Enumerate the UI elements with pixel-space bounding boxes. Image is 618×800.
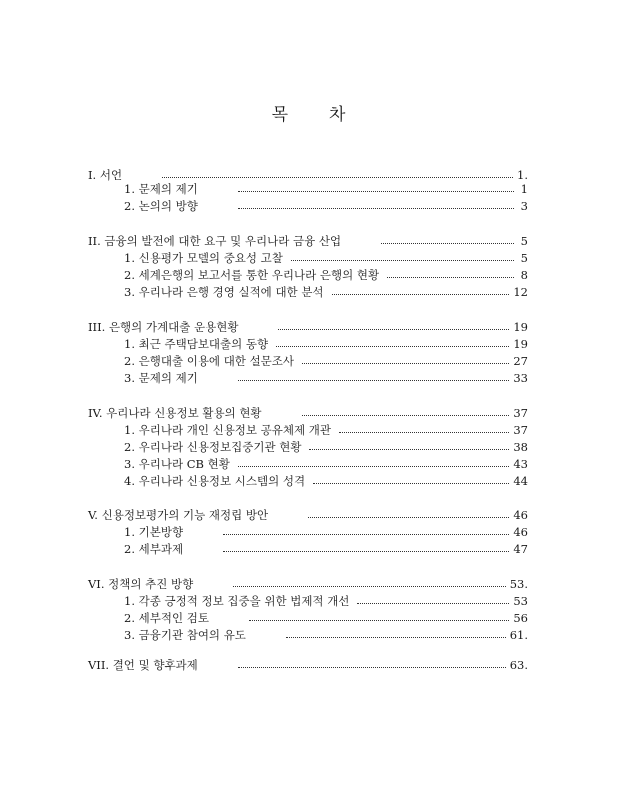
toc-item — [124, 523, 528, 541]
toc-item-text: 1. 기본방향 — [124, 525, 184, 539]
toc-page-number: 8 — [520, 268, 528, 282]
toc-item — [124, 335, 528, 353]
toc-page-number: 5 — [520, 234, 528, 248]
toc-heading-text: VI. 정책의 추진 방향 — [88, 577, 194, 591]
toc-page-number: 53 — [513, 594, 528, 608]
toc-heading-text: II. 금융의 발전에 대한 요구 및 우리나라 금융 산업 — [88, 234, 342, 248]
toc-page-number: 5 — [520, 251, 528, 265]
dot-leader — [387, 277, 514, 278]
dot-leader — [278, 329, 509, 330]
toc-page-number: 46 — [513, 508, 528, 522]
dot-leader — [286, 637, 506, 638]
toc-item — [124, 369, 528, 387]
toc-heading — [88, 575, 528, 593]
dot-leader — [238, 466, 510, 467]
toc-item — [124, 283, 528, 301]
toc-item-text: 3. 우리나라 CB 현황 — [124, 457, 230, 471]
toc-page-number: 53. — [509, 577, 528, 591]
toc-item-text: 2. 세부과제 — [124, 542, 184, 556]
toc-item — [124, 472, 528, 490]
dot-leader — [238, 208, 514, 209]
dot-leader — [238, 191, 514, 192]
toc-item-text: 1. 신용평가 모델의 중요성 고찰 — [124, 251, 283, 265]
dot-leader — [223, 551, 509, 552]
toc-item-text: 1. 우리나라 개인 신용정보 공유체제 개관 — [124, 423, 331, 437]
toc-item-text: 1. 문제의 제기 — [124, 182, 198, 196]
toc-page-number: 19 — [513, 337, 528, 351]
dot-leader — [302, 363, 509, 364]
toc-item-text: 3. 문제의 제기 — [124, 371, 198, 385]
toc-item-text: 1. 각종 긍정적 정보 집중을 위한 법제적 개선 — [124, 594, 350, 608]
dot-leader — [162, 177, 513, 178]
toc-heading — [88, 404, 528, 422]
toc-heading — [88, 318, 528, 336]
dot-leader — [308, 517, 509, 518]
dot-leader — [339, 432, 509, 433]
toc-item-text: 2. 우리나라 신용정보집중기관 현황 — [124, 440, 302, 454]
toc-page-number: 1 — [520, 182, 528, 196]
dot-leader — [238, 380, 510, 381]
dot-leader — [238, 667, 506, 668]
dot-leader — [233, 586, 505, 587]
toc-item-text: 1. 최근 주택담보대출의 동향 — [124, 337, 269, 351]
dot-leader — [381, 243, 514, 244]
dot-leader — [223, 534, 509, 535]
toc-heading-text: IV. 우리나라 신용정보 활용의 현황 — [88, 406, 262, 420]
toc-page-number: 38 — [513, 440, 528, 454]
toc-page-number: 46 — [513, 525, 528, 539]
toc-page-number: 43 — [513, 457, 528, 471]
dot-leader — [249, 620, 509, 621]
dot-leader — [302, 415, 510, 416]
title-right: 차 — [329, 105, 347, 125]
toc-item — [124, 592, 528, 610]
toc-heading-text: VII. 결언 및 향후과제 — [88, 658, 198, 672]
dot-leader — [357, 603, 509, 604]
toc-item-text: 3. 우리나라 은행 경영 실적에 대한 분석 — [124, 285, 324, 299]
toc-page-number: 27 — [513, 354, 528, 368]
dot-leader — [313, 483, 509, 484]
toc-heading-text: I. 서언 — [88, 168, 123, 182]
toc-page-number: 33 — [513, 371, 528, 385]
toc-heading — [88, 506, 528, 524]
toc-page-number: 3 — [520, 199, 528, 213]
toc-page-number: 37 — [513, 406, 528, 420]
toc-item-text: 3. 금융기관 참여의 유도 — [124, 628, 246, 642]
toc-item — [124, 438, 528, 456]
toc-item-text: 2. 세계은행의 보고서를 통한 우리나라 은행의 현황 — [124, 268, 380, 282]
toc-item-text: 2. 은행대출 이용에 대한 설문조사 — [124, 354, 295, 368]
toc-item — [124, 180, 528, 198]
toc-page-number: 19 — [513, 320, 528, 334]
toc-heading-text: V. 신용정보평가의 기능 재정립 방안 — [88, 508, 269, 522]
toc-heading-text: III. 은행의 가계대출 운용현황 — [88, 320, 239, 334]
toc-item-text: 2. 세부적인 검토 — [124, 611, 209, 625]
toc-item-text: 2. 논의의 방향 — [124, 199, 198, 213]
toc-page-number: 56 — [513, 611, 528, 625]
toc-page-number: 63. — [509, 658, 528, 672]
dot-leader — [309, 449, 509, 450]
toc-item — [124, 352, 528, 370]
toc-page-number: 47 — [513, 542, 528, 556]
toc-page-number: 44 — [513, 474, 528, 488]
toc-heading — [88, 656, 528, 674]
dot-leader — [291, 260, 514, 261]
toc-heading — [88, 232, 528, 250]
title-left: 목 — [271, 105, 289, 125]
toc-item — [124, 197, 528, 215]
toc-item-text: 4. 우리나라 신용정보 시스템의 성격 — [124, 474, 306, 488]
toc-page-number: 1. — [517, 168, 528, 182]
toc-item — [124, 249, 528, 267]
toc-item — [124, 609, 528, 627]
toc-page-number: 12 — [513, 285, 528, 299]
toc-page-number: 61. — [509, 628, 528, 642]
toc-item — [124, 540, 528, 558]
toc-item — [124, 455, 528, 473]
toc-item — [124, 626, 528, 644]
toc-item — [124, 421, 528, 439]
dot-leader — [332, 294, 510, 295]
toc-page-number: 37 — [513, 423, 528, 437]
toc-item — [124, 266, 528, 284]
dot-leader — [276, 346, 509, 347]
